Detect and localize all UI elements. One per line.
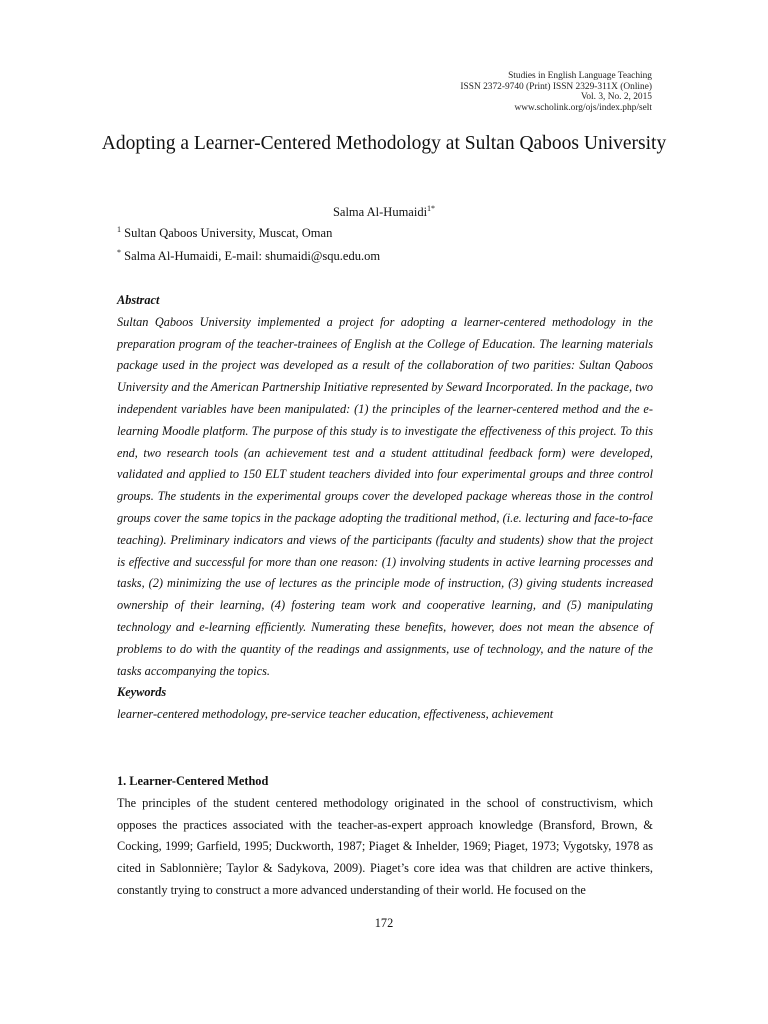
journal-name: Studies in English Language Teaching [508,71,652,81]
paper-title: Adopting a Learner-Centered Methodology at Sultan Qaboos University [101,133,667,154]
affiliation-2-marker: * [117,247,121,257]
journal-issn: ISSN 2372-9740 (Print) ISSN 2329-311X (Online) [460,81,652,92]
affiliation-2 [117,248,380,264]
abstract-section [117,290,653,726]
section-1-heading: 1. Learner-Centered Method [117,774,269,788]
author-marker: 1* [427,203,436,213]
abstract-text: Sultan Qaboos University implemented a project for adopting a learner-centered methodology in the preparation program of the teacher-trainees of English at the College of Education. The learning materials package used in the project was developed as a result of the collaboration of two parities: Sultan Qaboos University and the American Partnership Initiative represented by Seward Incorporated. In the package, two independent variables have been manipulated: (1) the principles of the learner-centered method and the e-learning Moodle platform. The purpose of this study is to investigate the effectiveness of this project. To this end, two research tools (an achievement test and a student attitudinal feedback form) were developed, validated and applied to 150 ELT student teachers divided into four experimental groups and three control groups. The students in the experimental groups cover the developed package whereas those in the control groups cover the same topics in the package adopting the traditional method, (i.e. lecturing and face-to-face teaching). Preliminary indicators and views of the participants (faculty and students) show that the project is effective and successful for more than one reason: (1) involving students in active learning processes and tasks, (2) minimizing the use of lectures as the principle mode of instruction, (3) giving students increased ownership of their learning, (4) fostering team work and cooperative learning, and (5) manipulating technology and e-learning efficiently. Numerating these benefits, however, does not mean the absence of problems to do with the quantity of the readings and assignments, use of technology, and the nature of the tasks accompanying the topics. [117,314,653,678]
affiliation-1-marker: 1 [117,224,121,234]
journal-volume: Vol. 3, No. 2, 2015 [580,92,652,103]
section-1-text: The principles of the student centered methodology originated in the school of constructivism, which opposes the practices associated with the teacher-as-expert approach knowledge (Bransford, Brown, & Cocking, 1999; Garfield, 1995; Duckworth, 1987; Piaget & Inhelder, 1969; Piaget, 1973; Vygotsky, 1978 as cited in Sablonnière; Taylor & Sadykova, 2009). Piaget’s core idea was that children are active thinkers, constantly trying to construct a more advanced understanding of their world. He focused on the [117,795,653,897]
affiliation-2-text: Salma Al-Humaidi, E-mail: shumaidi@squ.edu.om [124,249,381,263]
section-1 [117,771,653,902]
keywords-text: learner-centered methodology, pre-service teacher education, effectiveness, achievement [117,707,554,722]
abstract-heading: Abstract [117,293,160,307]
journal-url[interactable]: www.scholink.org/ojs/index.php/selt [514,102,652,113]
page-number: 172 [374,916,394,930]
journal-header [460,71,652,113]
affiliation-1 [117,225,332,241]
keywords-heading: Keywords [117,685,167,700]
author-line [0,204,768,220]
author-name: Salma Al-Humaidi [332,205,428,219]
affiliation-1-text: Sultan Qaboos University, Muscat, Oman [124,226,333,240]
